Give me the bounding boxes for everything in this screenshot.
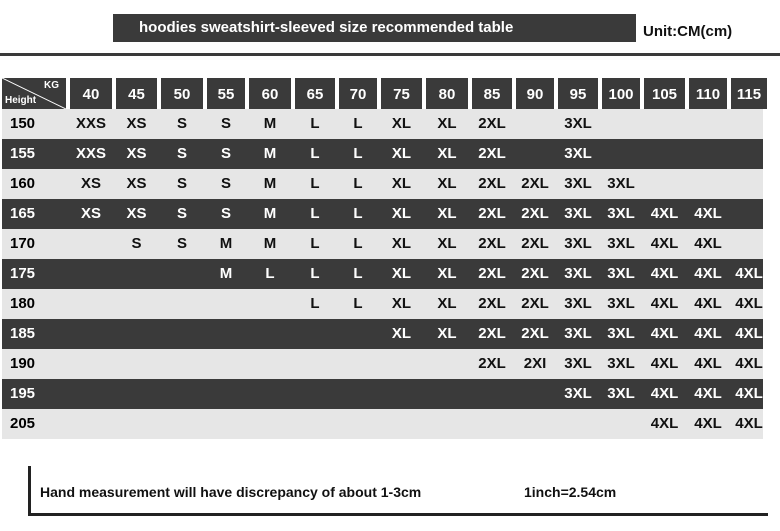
weight-header-cell: 105 — [644, 78, 685, 109]
size-cell: XL — [437, 145, 457, 162]
size-cell: 4XL — [694, 235, 722, 252]
size-cell: 4XL — [735, 265, 763, 282]
size-cell: 4XL — [735, 355, 763, 372]
size-cell: M — [263, 235, 277, 252]
size-table — [2, 78, 763, 439]
size-cell: XL — [391, 235, 412, 252]
table-row — [2, 379, 763, 409]
size-cell — [381, 409, 422, 439]
height-cell: 190 — [10, 355, 36, 372]
size-cell: S — [220, 145, 231, 162]
size-cell: 3XL — [607, 205, 635, 222]
size-cell — [70, 229, 112, 259]
size-cell: XS — [126, 175, 147, 192]
size-cell: 2XL — [521, 235, 549, 252]
size-cell: 3XL — [564, 265, 592, 282]
size-cell — [339, 349, 377, 379]
size-cell: L — [310, 115, 320, 132]
size-cell: 4XL — [735, 415, 763, 432]
size-cell: 2XL — [478, 355, 506, 372]
size-cell — [339, 409, 377, 439]
size-cell — [207, 349, 245, 379]
weight-header-cell: 65 — [295, 78, 335, 109]
size-cell — [644, 139, 685, 169]
size-cell: 3XL — [564, 385, 592, 402]
size-cell — [116, 289, 157, 319]
height-cell: 165 — [10, 205, 36, 222]
size-cell: 3XL — [564, 325, 592, 342]
size-cell: XL — [437, 325, 457, 342]
size-cell — [689, 169, 727, 199]
top-divider — [0, 53, 780, 56]
size-cell — [295, 349, 335, 379]
size-cell: L — [310, 205, 320, 222]
height-cell: 160 — [10, 175, 36, 192]
size-cell: 4XL — [694, 295, 722, 312]
size-cell: XL — [437, 235, 457, 252]
table-row — [2, 199, 763, 229]
size-cell: 3XL — [607, 295, 635, 312]
size-cell — [602, 109, 640, 139]
size-cell: 2XL — [521, 205, 549, 222]
size-cell: 4XL — [694, 385, 722, 402]
size-cell: S — [220, 115, 231, 132]
size-cell: L — [310, 295, 320, 312]
size-cell: 4XL — [650, 295, 679, 312]
size-cell: XXS — [75, 145, 106, 162]
size-cell — [295, 319, 335, 349]
size-cell — [295, 409, 335, 439]
size-cell: XS — [126, 115, 147, 132]
size-cell: 4XL — [650, 385, 679, 402]
size-cell: XS — [80, 205, 101, 222]
size-cell: M — [219, 235, 233, 252]
size-cell — [207, 319, 245, 349]
size-cell: M — [263, 145, 277, 162]
size-cell — [70, 289, 112, 319]
size-cell — [116, 349, 157, 379]
size-cell: XL — [437, 265, 457, 282]
size-cell: 4XL — [650, 325, 679, 342]
weight-header-cell: 60 — [249, 78, 291, 109]
height-cell: 205 — [10, 415, 36, 432]
size-cell: 2XL — [478, 175, 506, 192]
size-cell — [116, 379, 157, 409]
size-cell — [161, 259, 203, 289]
size-cell: 4XL — [650, 265, 679, 282]
weight-header-cell: 80 — [426, 78, 468, 109]
table-row — [2, 319, 763, 349]
size-cell — [70, 319, 112, 349]
size-cell — [731, 169, 767, 199]
size-cell — [70, 409, 112, 439]
size-cell: XL — [391, 295, 412, 312]
size-cell: S — [176, 205, 187, 222]
size-cell: XL — [391, 115, 412, 132]
size-cell: XS — [126, 145, 147, 162]
size-cell — [426, 349, 468, 379]
size-cell: 2XL — [478, 145, 506, 162]
size-cell — [516, 409, 554, 439]
size-cell — [381, 349, 422, 379]
size-cell: 3XL — [564, 355, 592, 372]
size-cell: M — [219, 265, 233, 282]
size-cell — [339, 319, 377, 349]
size-cell: 2XL — [521, 265, 549, 282]
size-cell — [558, 409, 598, 439]
size-cell: S — [220, 175, 231, 192]
size-cell: S — [176, 175, 187, 192]
size-cell — [161, 349, 203, 379]
size-cell — [161, 379, 203, 409]
inch-conversion: 1inch=2.54cm — [524, 484, 617, 500]
size-cell: 2XL — [478, 325, 506, 342]
size-cell — [161, 409, 203, 439]
size-cell — [731, 139, 767, 169]
size-cell: 2XL — [478, 295, 506, 312]
size-rows — [2, 109, 763, 439]
size-cell — [207, 409, 245, 439]
table-title: hoodies sweatshirt-sleeved size recommended table — [113, 14, 636, 42]
table-row — [2, 349, 763, 379]
size-cell: 4XL — [650, 205, 679, 222]
size-cell — [249, 349, 291, 379]
table-row — [2, 229, 763, 259]
size-cell — [602, 409, 640, 439]
weight-header-cell: 70 — [339, 78, 377, 109]
size-cell: L — [353, 295, 363, 312]
size-cell: XL — [391, 205, 412, 222]
kg-label: KG — [44, 80, 59, 91]
size-cell: 2XL — [521, 175, 549, 192]
table-row — [2, 259, 763, 289]
size-cell — [207, 289, 245, 319]
height-cell: 150 — [10, 115, 36, 132]
size-cell: L — [353, 235, 363, 252]
size-cell: L — [310, 265, 320, 282]
weight-header-cell: 115 — [731, 78, 767, 109]
weight-header-cell: 90 — [516, 78, 554, 109]
size-cell — [339, 379, 377, 409]
weight-header-cell: 75 — [381, 78, 422, 109]
size-cell — [426, 379, 468, 409]
size-cell — [381, 379, 422, 409]
size-cell: M — [263, 115, 277, 132]
size-cell — [116, 409, 157, 439]
size-cell: 3XL — [564, 115, 592, 132]
size-cell: 2XL — [478, 115, 506, 132]
footer-note — [28, 466, 780, 516]
size-cell — [516, 379, 554, 409]
size-cell — [207, 379, 245, 409]
size-cell: 4XL — [735, 325, 763, 342]
size-cell: XL — [437, 295, 457, 312]
size-cell: 3XL — [564, 175, 592, 192]
height-cell: 185 — [10, 325, 36, 342]
size-cell: 4XL — [650, 235, 679, 252]
size-cell: 2XL — [478, 235, 506, 252]
discrepancy-note: Hand measurement will have discrepancy of about 1-3cm — [40, 484, 422, 500]
height-label: Height — [5, 95, 37, 106]
size-cell: M — [263, 205, 277, 222]
table-row — [2, 289, 763, 319]
size-cell: XL — [391, 145, 412, 162]
size-cell: L — [353, 175, 363, 192]
footer-vertical-rule — [28, 466, 31, 516]
size-cell: L — [353, 205, 363, 222]
height-cell: 180 — [10, 295, 36, 312]
height-cell: 195 — [10, 385, 36, 402]
size-cell: M — [263, 175, 277, 192]
size-cell: 4XL — [694, 415, 722, 432]
size-cell — [70, 379, 112, 409]
size-cell — [161, 319, 203, 349]
size-cell: XL — [437, 205, 457, 222]
size-cell: XL — [437, 175, 457, 192]
weight-header-cell: 45 — [116, 78, 157, 109]
weight-header-cell: 95 — [558, 78, 598, 109]
size-cell: 2XL — [478, 205, 506, 222]
weight-header-cell: 50 — [161, 78, 203, 109]
size-cell: L — [265, 265, 275, 282]
size-cell: 4XL — [694, 355, 722, 372]
size-cell — [516, 109, 554, 139]
size-cell — [161, 289, 203, 319]
size-cell: 4XL — [735, 295, 763, 312]
weight-header-row — [2, 78, 763, 109]
size-cell — [249, 379, 291, 409]
weight-header-cell: 55 — [207, 78, 245, 109]
size-cell: L — [310, 175, 320, 192]
size-cell: XS — [126, 205, 147, 222]
size-cell — [295, 379, 335, 409]
size-cell: XL — [391, 325, 412, 342]
size-cell: 2XL — [478, 265, 506, 282]
size-cell — [602, 139, 640, 169]
size-cell: S — [176, 115, 187, 132]
size-cell: S — [220, 205, 231, 222]
size-cell: 2XI — [523, 355, 547, 372]
weight-header-cell: 40 — [70, 78, 112, 109]
height-cell: 155 — [10, 145, 36, 162]
size-cell: 2XL — [521, 295, 549, 312]
size-cell: S — [176, 145, 187, 162]
size-cell: 4XL — [694, 325, 722, 342]
size-cell: L — [353, 145, 363, 162]
size-cell: 3XL — [607, 235, 635, 252]
size-cell: 3XL — [607, 325, 635, 342]
size-cell: XL — [391, 175, 412, 192]
table-row — [2, 139, 763, 169]
size-cell: 3XL — [564, 145, 592, 162]
size-cell — [689, 139, 727, 169]
size-cell: XS — [80, 175, 101, 192]
footer-horizontal-rule — [28, 513, 768, 516]
size-cell — [472, 379, 512, 409]
size-cell — [516, 139, 554, 169]
size-cell: XL — [437, 115, 457, 132]
height-cell: 175 — [10, 265, 36, 282]
weight-header-cell: 100 — [602, 78, 640, 109]
size-cell — [426, 409, 468, 439]
size-cell — [116, 259, 157, 289]
size-cell — [472, 409, 512, 439]
table-row — [2, 409, 763, 439]
size-cell — [249, 409, 291, 439]
size-cell — [70, 349, 112, 379]
size-cell — [731, 199, 767, 229]
size-cell: 3XL — [607, 265, 635, 282]
size-cell: 3XL — [607, 175, 635, 192]
size-cell — [116, 319, 157, 349]
size-cell — [689, 109, 727, 139]
size-cell: L — [353, 265, 363, 282]
size-cell: 4XL — [650, 415, 679, 432]
size-cell — [249, 319, 291, 349]
size-cell: 4XL — [694, 205, 722, 222]
size-cell — [644, 109, 685, 139]
size-cell: 2XL — [521, 325, 549, 342]
size-cell: 4XL — [735, 385, 763, 402]
size-cell: 4XL — [650, 355, 679, 372]
size-cell: L — [353, 115, 363, 132]
size-cell: 3XL — [607, 355, 635, 372]
height-cell: 170 — [10, 235, 36, 252]
size-cell — [731, 109, 767, 139]
size-cell — [249, 289, 291, 319]
size-cell: S — [176, 235, 187, 252]
size-cell: L — [310, 145, 320, 162]
weight-header-cell: 85 — [472, 78, 512, 109]
unit-label: Unit:CM(cm) — [643, 23, 733, 40]
corner-cell — [2, 78, 66, 109]
size-cell — [644, 169, 685, 199]
size-cell: 3XL — [564, 205, 592, 222]
size-cell: L — [310, 235, 320, 252]
size-cell — [731, 229, 767, 259]
size-cell: 3XL — [564, 235, 592, 252]
size-cell: S — [131, 235, 142, 252]
size-cell: XXS — [75, 115, 106, 132]
size-cell: XL — [391, 265, 412, 282]
table-row — [2, 169, 763, 199]
size-cell — [70, 259, 112, 289]
size-cell: 3XL — [607, 385, 635, 402]
weight-header-cell: 110 — [689, 78, 727, 109]
size-cell: 4XL — [694, 265, 722, 282]
table-row — [2, 109, 763, 139]
size-cell: 3XL — [564, 295, 592, 312]
